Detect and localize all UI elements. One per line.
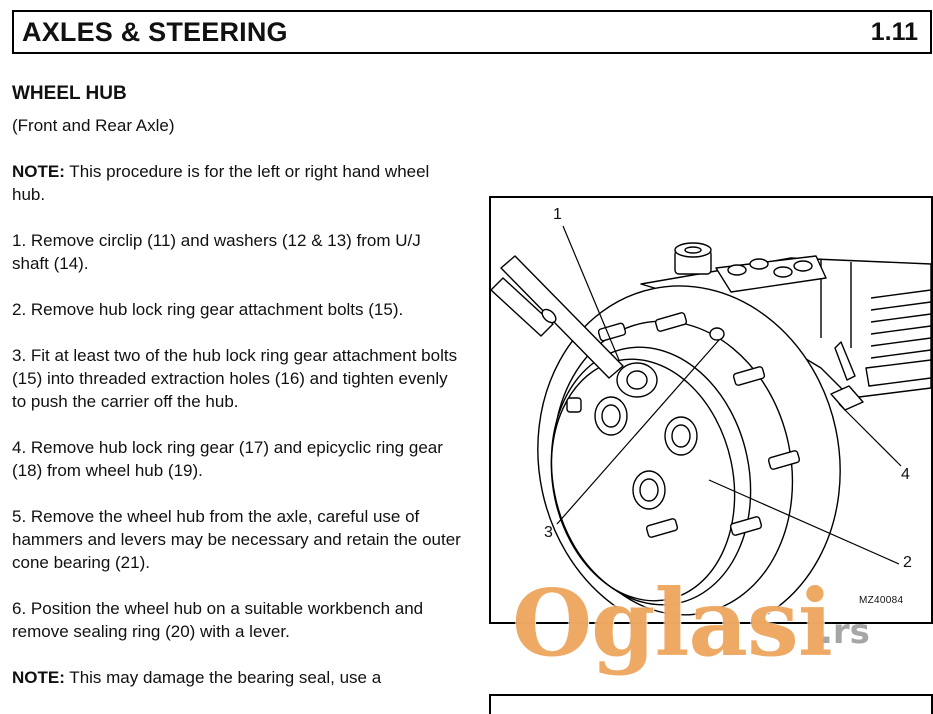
step-2: 2. Remove hub lock ring gear attachment bolts (15). — [12, 300, 404, 319]
note-paragraph-2 — [12, 666, 462, 689]
watermark-text: Oglasi — [512, 569, 832, 677]
wheel-hub-illustration — [491, 198, 931, 622]
callout-3: 3 — [544, 524, 553, 541]
section-title: WHEEL HUB — [12, 83, 127, 104]
step-1: 1. Remove circlip (11) and washers (12 & 13) from U/J shaft (14). — [12, 231, 421, 273]
note-label-2: NOTE: — [12, 668, 65, 687]
step-6: 6. Position the wheel hub on a suitable workbench and remove sealing ring (20) with a lever. — [12, 599, 424, 641]
note-text: This procedure is for the left or right hand wheel hub. — [12, 162, 430, 204]
callout-1: 1 — [553, 206, 562, 223]
note-text-2: This may damage the bearing seal, use a — [64, 668, 382, 687]
second-figure-frame — [489, 694, 933, 714]
page-header — [12, 10, 932, 54]
step-4: 4. Remove hub lock ring gear (17) and epicyclic ring gear (18) from wheel hub (19). — [12, 438, 443, 480]
watermark-tld: .rs — [820, 612, 870, 652]
wheel-hub-figure — [489, 196, 933, 624]
note-paragraph — [12, 160, 462, 206]
step-5: 5. Remove the wheel hub from the axle, careful use of hammers and levers may be necessary and retain the outer cone bearing (21). — [12, 507, 461, 572]
procedure-text — [12, 82, 462, 712]
page-number: 1.11 — [870, 17, 918, 46]
step-3: 3. Fit at least two of the hub lock ring gear attachment bolts (15) into threaded extraction holes (16) and tighten evenly to push the carrier off the hub. — [12, 346, 458, 411]
header-title: AXLES & STEERING — [22, 16, 288, 47]
callout-2: 2 — [903, 554, 912, 571]
subtitle: (Front and Rear Axle) — [12, 116, 175, 135]
figure-code: MZ40084 — [859, 595, 904, 606]
callout-4: 4 — [901, 466, 910, 483]
note-label: NOTE: — [12, 162, 65, 181]
